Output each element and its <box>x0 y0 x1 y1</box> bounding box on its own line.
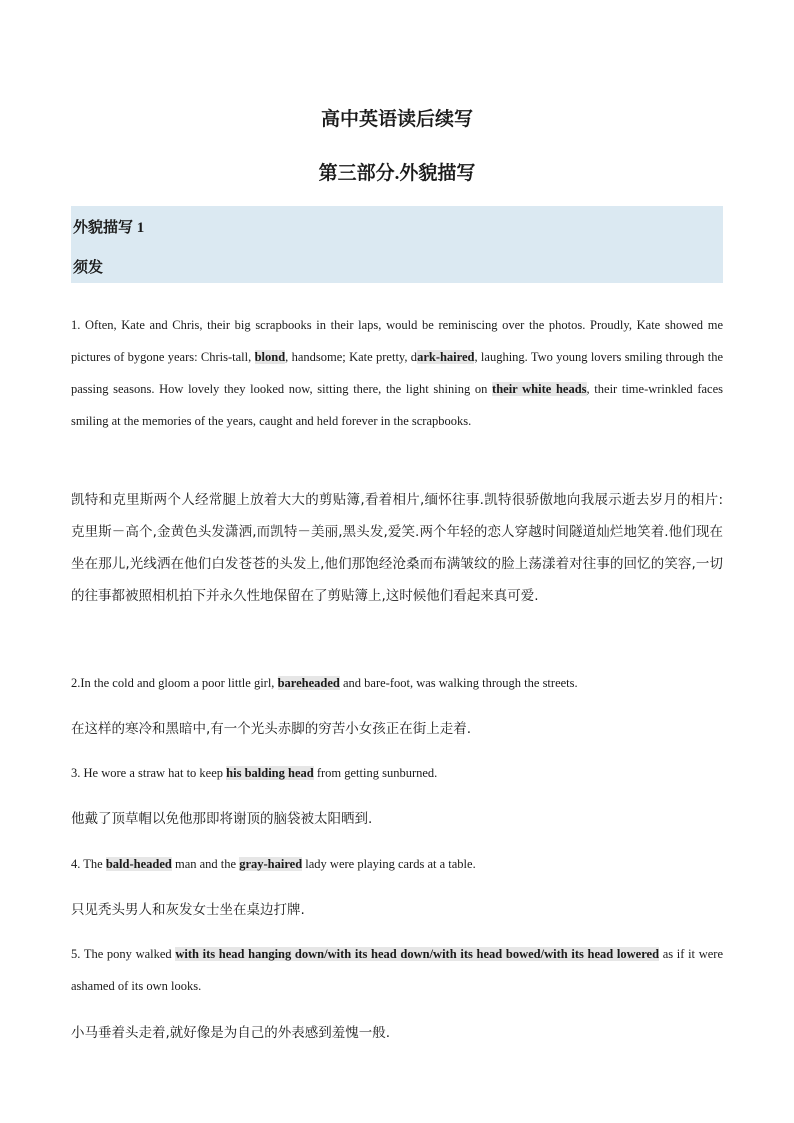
example-zh-4: 只见秃头男人和灰发女士坐在桌边打牌. <box>71 901 305 918</box>
highlighted-phrase: bald-headed <box>105 856 172 871</box>
highlighted-phrase: his balding head <box>226 765 314 780</box>
highlighted-phrase: with its head hanging down/with its head down/with its head bowed/with its head lowered <box>175 946 660 961</box>
example-en-5 <box>71 938 723 1002</box>
example-en-2 <box>71 667 723 699</box>
text-run: man and the <box>171 856 240 871</box>
text-run: 1. Often, Kate and Chris, their big scrapbooks in their laps, would be reminiscing over the photos. Proudly, Kate showed me pictures of bygone years: Chris-tall, <box>71 317 723 364</box>
text-run: 4. The <box>71 856 106 871</box>
section-header-box <box>71 206 723 283</box>
text-run: lady were playing cards at a table. <box>302 856 476 871</box>
example-en-1 <box>71 309 723 437</box>
highlighted-phrase: blond <box>254 349 286 364</box>
example-zh-3: 他戴了顶草帽以免他那即将谢顶的脑袋被太阳晒到. <box>71 810 373 827</box>
highlighted-phrase: gray-haired <box>239 856 303 871</box>
example-zh-1: 凯特和克里斯两个人经常腿上放着大大的剪贴簿,看着相片,缅怀往事.凯特很骄傲地向我展示逝去岁月的相片: 克里斯－高个,金黄色头发潇洒,而凯特－美丽,黑头发,爱笑.两个年轻的恋人穿越时间隧道灿烂地笑着.他们现在坐在那儿,光线洒在他们白发苍苍的头发上,他们那饱经沧桑而布满皱纹的脸上荡漾着对往事的回忆的笑容,一切的往事都被照相机拍下并永久性地保留在了剪贴簿上,这时候他们看起来真可爱. <box>71 491 723 604</box>
example-zh-2: 在这样的寒冷和黑暗中,有一个光头赤脚的穷苦小女孩正在街上走着. <box>71 720 472 737</box>
text-run: from getting sunburned. <box>313 765 438 780</box>
example-en-4 <box>71 848 723 880</box>
document-title: 高中英语读后续写 <box>320 109 473 130</box>
section-heading: 外貌描写 1 <box>73 220 145 236</box>
text-run: 2.In the cold and gloom a poor little girl, <box>71 675 278 690</box>
example-zh-5: 小马垂着头走着,就好像是为自己的外表感到羞愧一般. <box>71 1024 391 1041</box>
text-run: , handsome; Kate pretty, d <box>285 349 418 364</box>
highlighted-phrase: bareheaded <box>277 675 340 690</box>
text-run: , laughing. Two young lovers smiling through the passing seasons. How lovely they looked now, sitting there, the light shining on <box>71 349 723 396</box>
text-run: 3. He wore a straw hat to keep <box>71 765 227 780</box>
document-subtitle: 第三部分.外貌描写 <box>318 163 476 184</box>
example-en-3 <box>71 757 723 789</box>
highlighted-phrase: their white heads <box>492 381 587 396</box>
text-run: 5. The pony walked <box>71 946 176 961</box>
highlighted-phrase: ark-haired <box>417 349 475 364</box>
section-subheading: 须发 <box>73 260 104 276</box>
text-run: as if it were ashamed of its own looks. <box>71 946 723 993</box>
text-run: , their time-wrinkled faces smiling at the memories of the years, caught and held forever in the scrapbooks. <box>71 381 723 428</box>
text-run: and bare-foot, was walking through the streets. <box>339 675 578 690</box>
